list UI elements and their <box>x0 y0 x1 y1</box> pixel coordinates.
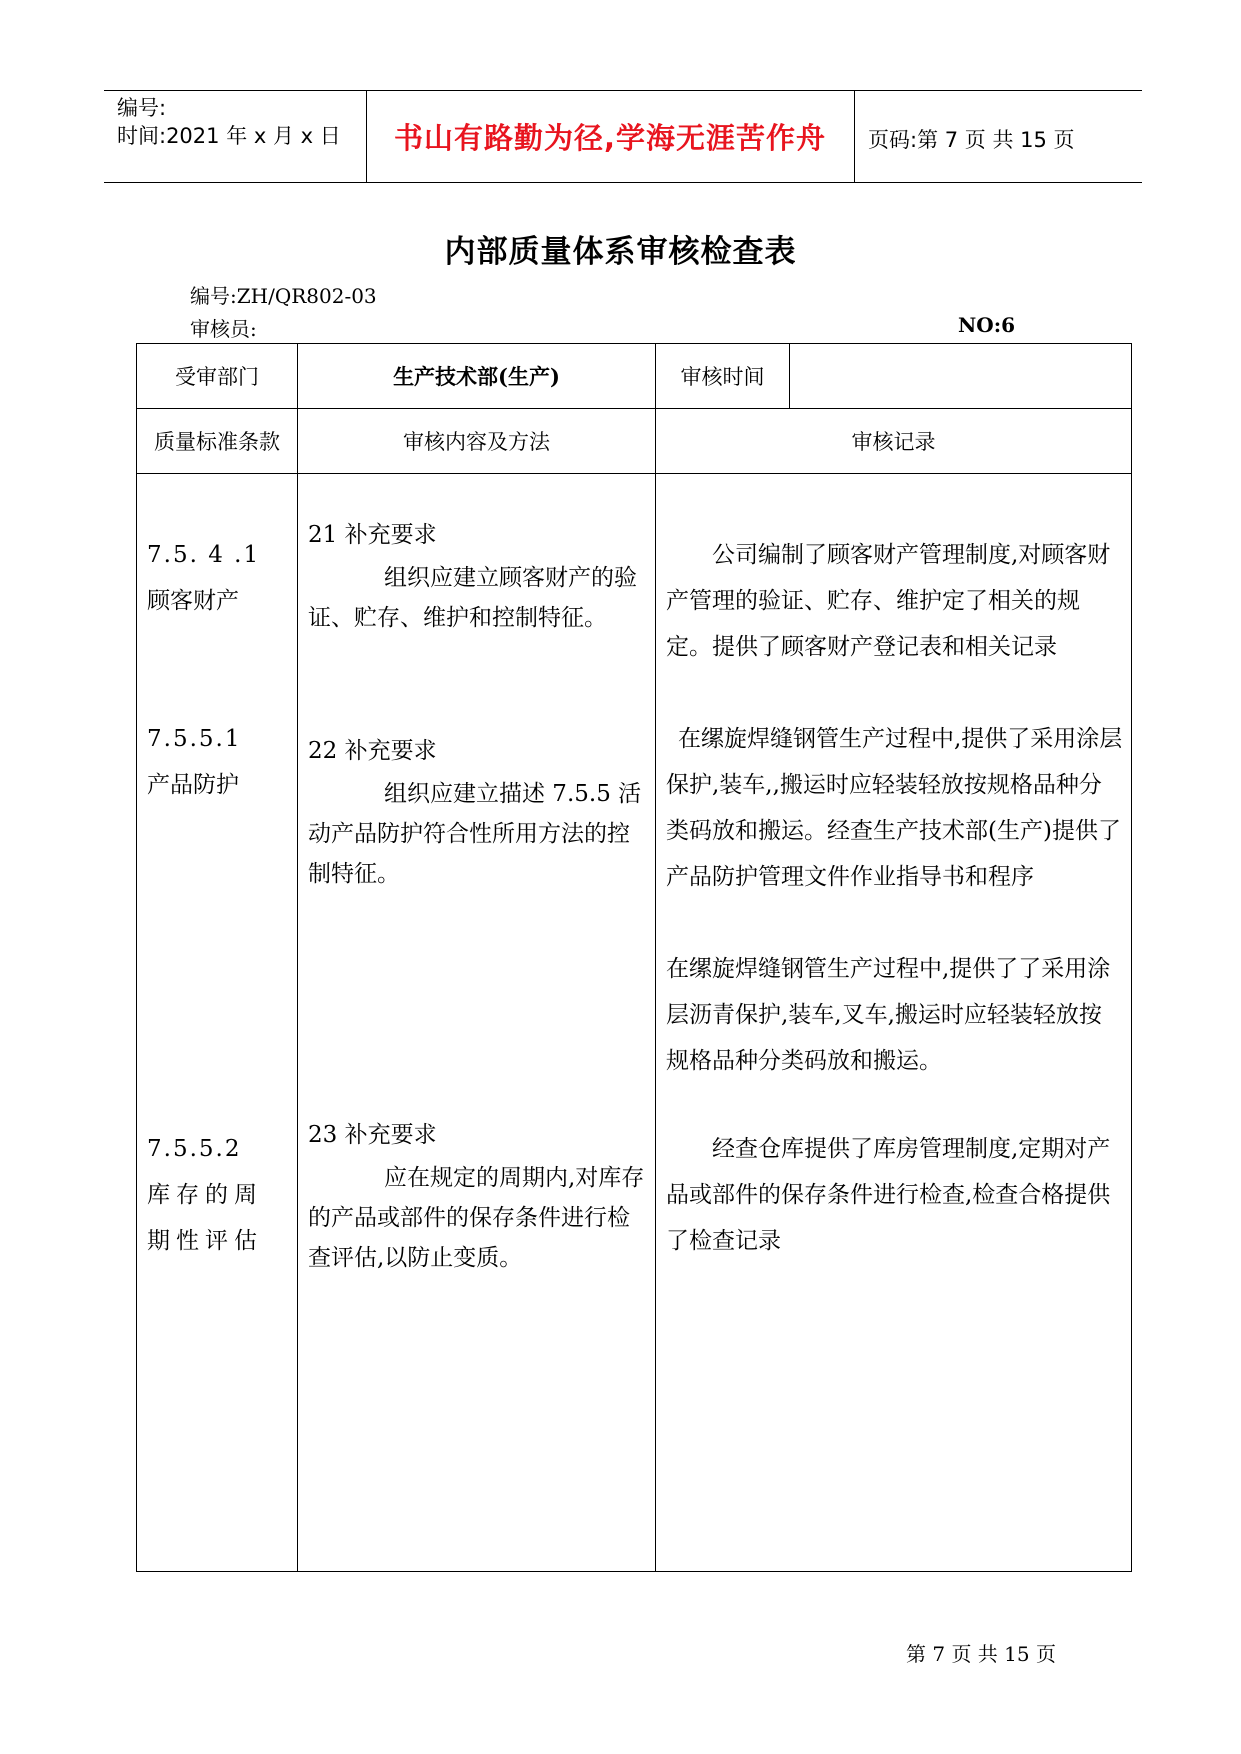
requirement-text: 组织应建立描述 7.5.5 活动产品防护符合性所用方法的控制特征。 <box>308 781 642 887</box>
audit-time-label: 审核时间 <box>680 365 765 389</box>
auditor-label: 审核员: <box>190 317 257 341</box>
clause-number: 7.5.5.1 <box>147 726 242 752</box>
dept-label-cell <box>137 344 298 409</box>
method-column <box>298 474 656 1572</box>
dept-label: 受审部门 <box>175 365 259 389</box>
clause-name: 产品防护 <box>147 772 239 798</box>
col-clause-label: 质量标准条款 <box>154 430 280 454</box>
dept-value-cell <box>298 344 656 409</box>
header-top-rule <box>104 90 1142 91</box>
requirement-title: 23 补充要求 <box>308 1122 437 1148</box>
col-method-label: 审核内容及方法 <box>403 430 550 454</box>
header-bottom-rule <box>104 182 1142 183</box>
requirement-title: 22 补充要求 <box>308 738 437 764</box>
requirement-text: 组织应建立顾客财产的验证、贮存、维护和控制特征。 <box>308 565 637 631</box>
record-number: NO:6 <box>958 313 1016 337</box>
clause-name: 库存的周期性评估 <box>147 1182 263 1254</box>
audit-record: 公司编制了顾客财产管理制度,对顾客财产管理的验证、贮存、维护定了相关的规定。提供了顾客财产登记表和相关记录 <box>666 542 1111 660</box>
audit-time-value-cell <box>790 344 1132 409</box>
col-record-label: 审核记录 <box>851 430 936 454</box>
header-divider-left <box>366 90 367 183</box>
page-footer: 第 7 页 共 15 页 <box>906 1642 1056 1666</box>
clause-number: 7.5. 4 .1 <box>147 542 261 568</box>
header-page-label: 页码:第 7 页 共 15 页 <box>868 128 1075 152</box>
header-time-label: 时间:2021 年 x 月 x 日 <box>117 124 341 148</box>
header-motto: 书山有路勤为径,学海无涯苦作舟 <box>394 121 827 155</box>
requirement-title: 21 补充要求 <box>308 522 437 548</box>
clause-column <box>137 474 298 1572</box>
page-title: 内部质量体系审核检查表 <box>444 234 797 270</box>
audit-record: 经查仓库提供了库房管理制度,定期对产品或部件的保存条件进行检查,检查合格提供了检查记录 <box>666 1136 1111 1254</box>
col-header-clause <box>137 409 298 474</box>
audit-checklist-table <box>136 343 1132 1572</box>
audit-time-label-cell <box>656 344 790 409</box>
col-header-method <box>298 409 656 474</box>
requirement-text: 应在规定的周期内,对库存的产品或部件的保存条件进行检查评估,以防止变质。 <box>308 1165 645 1271</box>
audit-record: 在缧旋焊缝钢管生产过程中,提供了了采用涂层沥青保护,装车,叉车,搬运时应轻装轻放按规格品种分类码放和搬运。 <box>666 956 1111 1074</box>
clause-number: 7.5.5.2 <box>147 1136 242 1162</box>
header-number-label: 编号: <box>117 96 167 120</box>
header-divider-right <box>854 90 855 183</box>
clause-name: 顾客财产 <box>147 588 239 614</box>
col-header-record <box>656 409 1132 474</box>
audit-record: 在缧旋焊缝钢管生产过程中,提供了采用涂层保护,装车,,搬运时应轻装轻放按规格品种分类码放和搬运。经查生产技术部(生产)提供了产品防护管理文件作业指导书和程序 <box>666 726 1123 890</box>
dept-value: 生产技术部(生产) <box>393 364 560 389</box>
record-column <box>656 474 1132 1572</box>
document-code: 编号:ZH/QR802-03 <box>190 284 377 308</box>
